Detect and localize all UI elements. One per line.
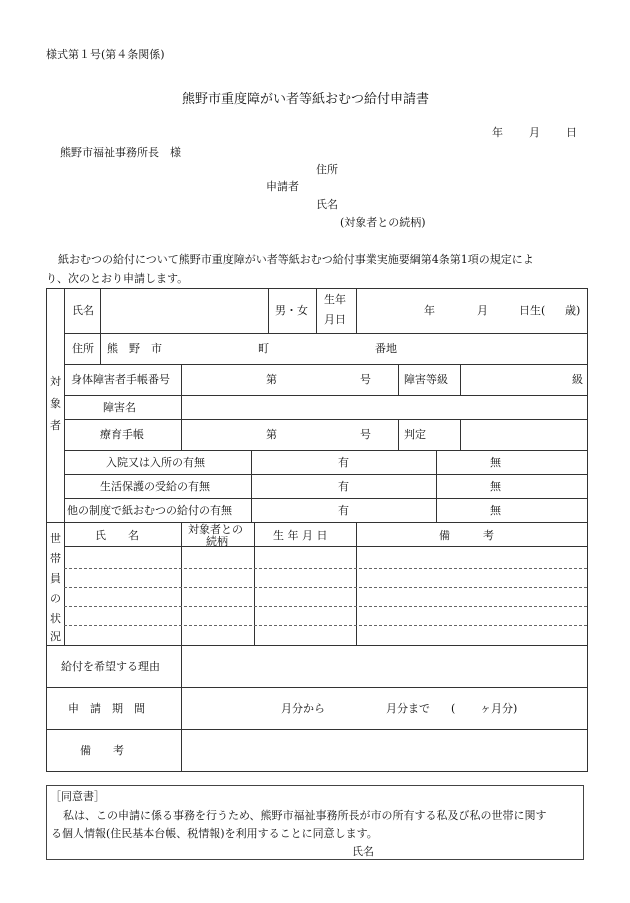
applicant-name-label: 氏名 — [316, 198, 338, 211]
period-label: 申 請 期 間 — [68, 702, 145, 715]
household-col-name: 氏 名 — [95, 529, 139, 542]
ryoiku-certificate-dai: 第 — [266, 428, 277, 441]
target-birth-year: 年 — [424, 304, 435, 317]
target-side-char-1: 対 — [50, 375, 61, 388]
other-system-yes[interactable]: 有 — [338, 504, 349, 517]
period-months: ヶ月分) — [480, 702, 518, 715]
date-day: 日 — [566, 126, 577, 139]
target-town-label: 町 — [258, 342, 269, 355]
consent-line-1: 私は、この申請に係る事務を行うため、熊野市福祉事務所長が市の所有する私及び私の世帯に関す — [63, 809, 547, 822]
other-system-question: 他の制度で紙おむつの給付の有無 — [67, 504, 232, 517]
target-banchi-label: 番地 — [375, 342, 397, 355]
target-name-value[interactable] — [104, 305, 264, 319]
ryoiku-certificate-label: 療育手帳 — [100, 428, 144, 441]
remarks-input[interactable] — [186, 734, 582, 766]
period-from: 月分から — [281, 702, 325, 715]
target-age: 歳) — [565, 304, 581, 317]
target-city-char-3: 市 — [151, 342, 162, 355]
target-sex-selector[interactable]: 男・女 — [275, 304, 308, 317]
applicant-relation-label: (対象者との続柄) — [340, 216, 426, 229]
ryoiku-certificate-go: 号 — [360, 428, 371, 441]
addressee: 熊野市福祉事務所長 様 — [60, 146, 181, 159]
disability-grade-label: 障害等級 — [404, 373, 448, 386]
physical-certificate-go: 号 — [360, 373, 371, 386]
disability-grade-unit: 級 — [572, 373, 583, 386]
target-birth-day: 日生( — [519, 304, 546, 317]
hantei-label: 判定 — [404, 428, 426, 441]
welfare-question: 生活保護の受給の有無 — [100, 480, 210, 493]
period-paren-open: ( — [451, 702, 456, 715]
reason-label: 給付を希望する理由 — [61, 660, 160, 673]
hospital-no[interactable]: 無 — [490, 456, 501, 469]
household-side-char-6: 況 — [50, 630, 61, 643]
physical-certificate-dai: 第 — [266, 373, 277, 386]
target-side-char-2: 象 — [50, 397, 61, 410]
hospital-yes[interactable]: 有 — [338, 456, 349, 469]
consent-line-2: る個人情報(住民基本台帳、税情報)を利用することに同意します。 — [51, 827, 378, 840]
applicant-label: 申請者 — [266, 180, 299, 193]
consent-name-label: 氏名 — [352, 845, 374, 858]
welfare-yes[interactable]: 有 — [338, 480, 349, 493]
form-number: 様式第１号(第４条関係) — [46, 48, 165, 61]
household-side-char-4: の — [50, 592, 61, 605]
household-col-relation-2: 続柄 — [206, 535, 228, 548]
household-side-char-2: 帯 — [50, 552, 61, 565]
physical-certificate-label: 身体障害者手帳番号 — [71, 373, 170, 386]
target-city-char-2: 野 — [129, 342, 140, 355]
target-city-char-1: 熊 — [107, 342, 118, 355]
target-birth-label-2: 月日 — [324, 313, 346, 326]
disability-name-label: 障害名 — [103, 401, 136, 414]
household-col-birth: 生 年 月 日 — [273, 529, 328, 542]
intro-line-2: り、次のとおり申請します。 — [46, 272, 189, 285]
hospital-question: 入院又は入所の有無 — [106, 456, 205, 469]
document-title: 熊野市重度障がい者等紙おむつ給付申請書 — [182, 92, 430, 107]
target-birth-label-1: 生年 — [324, 293, 346, 306]
date-year: 年 — [492, 126, 503, 139]
target-name-label: 氏名 — [72, 304, 94, 317]
target-birth-month: 月 — [477, 304, 488, 317]
intro-line-1: 紙おむつの給付について熊野市重度障がい者等紙おむつ給付事業実施要綱第4条第1項の規定によ — [58, 253, 534, 266]
remarks-label: 備 考 — [80, 744, 124, 757]
household-side-char-1: 世 — [50, 532, 61, 545]
welfare-no[interactable]: 無 — [490, 480, 501, 493]
target-side-char-3: 者 — [50, 419, 61, 432]
household-side-char-5: 状 — [50, 612, 61, 625]
household-col-relation-1: 対象者との — [188, 523, 243, 536]
household-col-note: 備 考 — [439, 529, 494, 542]
applicant-address-label: 住所 — [316, 163, 338, 176]
target-address-label: 住所 — [72, 342, 94, 355]
reason-input[interactable] — [186, 650, 582, 682]
consent-box — [46, 785, 584, 860]
period-to: 月分まで — [386, 702, 430, 715]
consent-title: ［同意書］ — [50, 790, 105, 803]
date-month: 月 — [529, 126, 540, 139]
other-system-no[interactable]: 無 — [490, 504, 501, 517]
household-side-char-3: 員 — [50, 572, 61, 585]
